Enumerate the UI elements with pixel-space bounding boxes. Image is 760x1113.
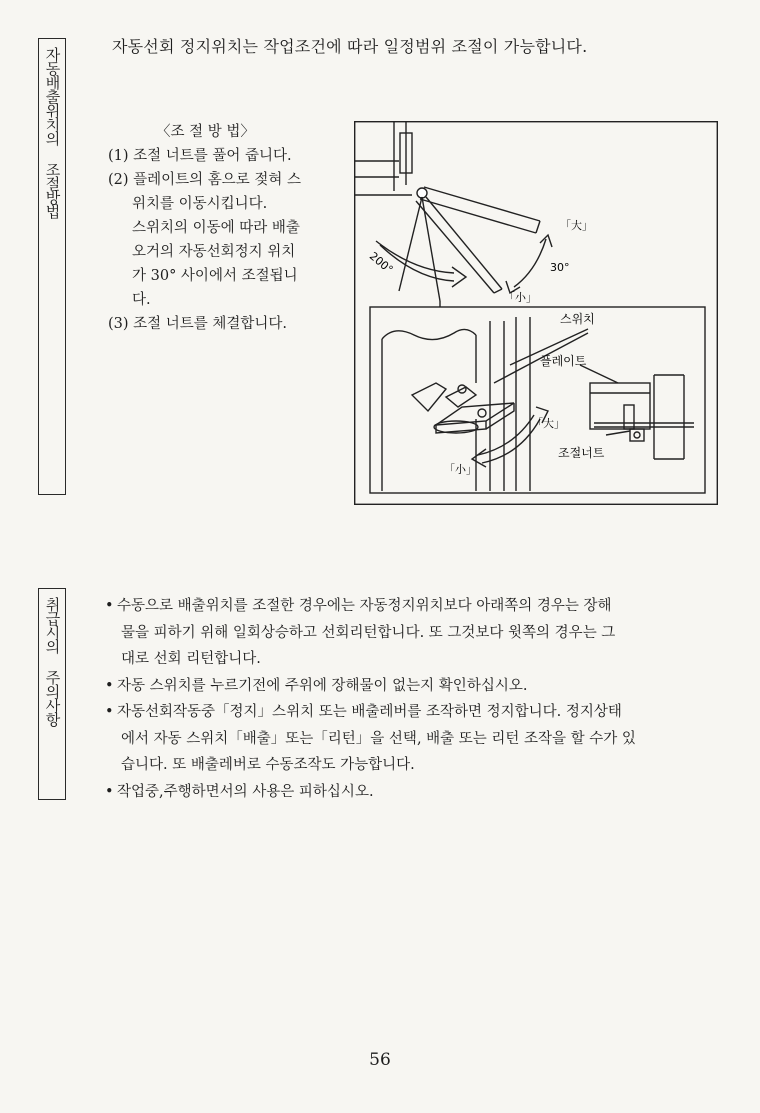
label-200-degrees: 200° [366, 249, 396, 277]
caution-item [105, 673, 665, 700]
label-plate: 플레이트 [540, 354, 587, 368]
caution-text: 물을 피하기 위해 일회상승하고 선회리턴합니다. 또 그것보다 윗쪽의 경우는 그 [121, 624, 616, 641]
caution-text: 대로 선회 리턴합니다. [121, 651, 261, 667]
adjustment-method-text [108, 120, 333, 336]
page-number: 56 [369, 1050, 391, 1070]
section-tab-label: 자동배출위치의 조절방법 [43, 47, 62, 218]
label-adjust-nut: 조절너트 [558, 446, 605, 460]
detail-frame [370, 307, 705, 493]
label-small-top: 「小」 [504, 291, 537, 304]
caution-item [105, 779, 665, 806]
caution-text: • 자동선회작동중「정지」스위치 또는 배출레버를 조작하면 정지합니다. 정지상태 [117, 704, 622, 720]
label-small-bottom: 「小」 [444, 463, 477, 476]
label-large-bottom: 「大」 [532, 417, 565, 430]
intro-paragraph: 자동선회 정지위치는 작업조건에 따라 일정범위 조절이 가능합니다. [112, 37, 588, 56]
caution-item [105, 593, 665, 673]
method-step-2-cont: 다. [132, 292, 151, 308]
caution-text: • 수동으로 배출위치를 조절한 경우에는 자동정지위치보다 아래쪽의 경우는 장해 [117, 598, 612, 614]
method-step-2-cont: 가 30° 사이에서 조절됩니 [132, 268, 298, 284]
caution-item [105, 699, 665, 779]
cautions-list [105, 593, 665, 805]
label-switch: 스위치 [560, 312, 595, 326]
label-30-degrees: 30° [550, 261, 570, 274]
method-step-2-cont: 스위치의 이동에 따라 배출 [132, 220, 300, 236]
section-tab-auto-discharge-adjust [38, 38, 66, 495]
method-heading: 〈조 절 방 법〉 [156, 124, 255, 140]
caution-text: • 작업중,주행하면서의 사용은 피하십시오. [117, 783, 374, 800]
method-step-1: (1) 조절 너트를 풀어 줍니다. [108, 148, 292, 164]
caution-text: • 자동 스위치를 누르기전에 주위에 장해물이 없는지 확인하십시오. [117, 677, 528, 694]
method-step-2-cont: 오거의 자동선회정지 위치 [132, 244, 296, 260]
label-large-top: 「大」 [560, 219, 593, 232]
method-step-2: (2) 플레이트의 홈으로 젖혀 스 [108, 172, 302, 188]
adjustment-diagram [354, 121, 718, 505]
method-step-3: (3) 조절 너트를 체결합니다. [108, 316, 288, 332]
caution-text: 습니다. 또 배출레버로 수동조작도 가능합니다. [121, 757, 415, 773]
caution-text: 에서 자동 스위치「배출」또는「리턴」을 선택, 배출 또는 리턴 조작을 할 수가 있 [121, 730, 636, 747]
section-tab-handling-cautions [38, 588, 66, 800]
diagram-frame [355, 122, 718, 505]
section-tab-label: 취급시의 주의사항 [43, 597, 62, 726]
method-step-2-cont: 위치를 이동시킵니다. [132, 196, 268, 212]
